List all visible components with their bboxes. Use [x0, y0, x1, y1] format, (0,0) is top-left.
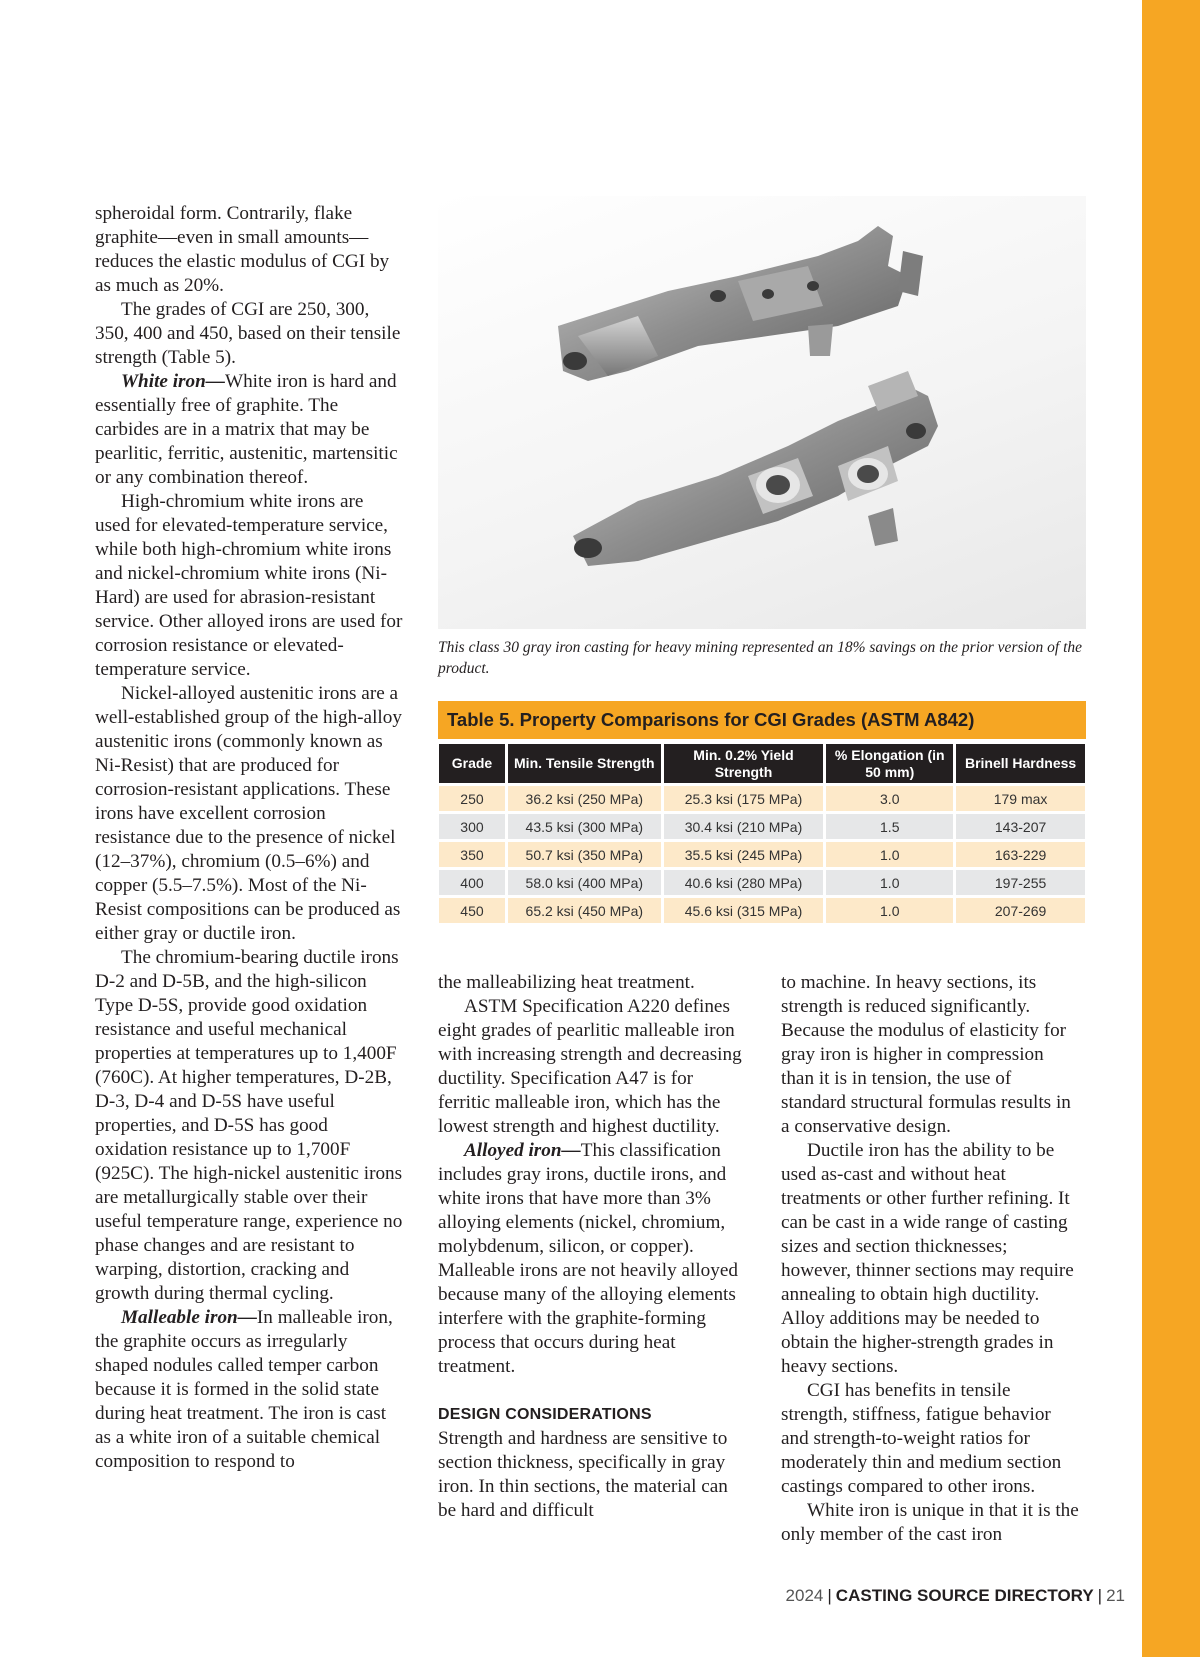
- table-header-row: [439, 744, 1085, 783]
- column-header: % Elongation (in 50 mm): [826, 744, 953, 783]
- paragraph: to machine. In heavy sections, its strength is reduced significantly. Because the modulus of elasticity for gray iron is higher in compression than it is in tension, the use of standard structural formulas results in a conservative design.: [781, 972, 1071, 1137]
- cell: 400: [439, 870, 505, 895]
- cell: 207-269: [956, 898, 1085, 923]
- cell: 58.0 ksi (400 MPa): [508, 870, 661, 895]
- paragraph: White iron is unique in that it is the only member of the cast iron: [781, 1500, 1079, 1545]
- cell: 1.0: [826, 842, 953, 867]
- paragraph: The chromium-bearing ductile irons D-2 and D-5B, and the high-silicon Type D-5S, provide good oxidation resistance and useful mechanical properties at temperatures up to 1,400F (760C). At higher temperatures, D-2B, D-3, D-4 and D-5S have useful properties, and D-5S has good oxidation resistance up to 1,700F (925C). The high-nickel austenitic irons are metallurgically stable over their useful temperature range, experience no phase changes and are resistant to warping, distortion, cracking and growth during thermal cycling.: [95, 947, 403, 1304]
- paragraph-text: This classification includes gray irons, ductile irons, and white irons that have more than 3% alloying elements (nickel, chromium, molybdenum, silicon, or copper). Malleable irons are not heavily alloyed because many of the alloying elements interfere with the graphite-forming process that occurs during heat treatment.: [438, 1140, 738, 1377]
- paragraph: spheroidal form. Contrarily, flake graphite—even in small amounts—reduces the elastic modulus of CGI by as much as 20%.: [95, 203, 390, 296]
- paragraph: Ductile iron has the ability to be used as-cast and without heat treatments or other further refining. It can be cast in a wide range of casting sizes and section thicknesses; however, thinner sections may require annealing to obtain high ductility. Alloy additions may be needed to obtain the higher-strength grades in heavy sections.: [781, 1140, 1074, 1377]
- table-row: [439, 898, 1085, 923]
- cell: 30.4 ksi (210 MPa): [664, 814, 824, 839]
- cell: 65.2 ksi (450 MPa): [508, 898, 661, 923]
- page-number: 21: [1106, 1586, 1125, 1605]
- run-in-heading: Alloyed iron—: [464, 1140, 581, 1161]
- column-header: Grade: [439, 744, 505, 783]
- paragraph: Strength and hardness are sensitive to section thickness, specifically in gray iron. In thin sections, the material can be hard and difficult: [438, 1428, 728, 1521]
- upper-casting: [558, 226, 923, 381]
- cell: 25.3 ksi (175 MPa): [664, 786, 824, 811]
- cell: 179 max: [956, 786, 1085, 811]
- cell: 163-229: [956, 842, 1085, 867]
- run-in-heading: White iron—: [121, 371, 225, 392]
- cell: 1.0: [826, 898, 953, 923]
- paragraph: the malleabilizing heat treatment.: [438, 972, 695, 993]
- gray-iron-casting-image: [438, 196, 1086, 629]
- paragraph: ASTM Specification A220 defines eight grades of pearlitic malleable iron with increasing strength and decreasing ductility. Specification A47 is for ferritic malleable iron, which has the lowest strength and highest ductility.: [438, 996, 742, 1137]
- table-row: [439, 814, 1085, 839]
- cell: 35.5 ksi (245 MPa): [664, 842, 824, 867]
- footer-publication: CASTING SOURCE DIRECTORY: [835, 1586, 1094, 1605]
- table-title: Table 5. Property Comparisons for CGI Grades (ASTM A842): [438, 701, 1086, 739]
- page-footer: 2024 | CASTING SOURCE DIRECTORY | 21: [785, 1586, 1125, 1605]
- page-edge-accent-bar: [1142, 0, 1200, 1657]
- cell: 1.5: [826, 814, 953, 839]
- paragraph-text: In malleable iron, the graphite occurs as irregularly shaped nodules called temper carbon because it is formed in the solid state during heat treatment. The iron is cast as a white iron of a suitable chemical composition to respond to: [95, 1307, 393, 1472]
- cell: 40.6 ksi (280 MPa): [664, 870, 824, 895]
- paragraph: CGI has benefits in tensile strength, stiffness, fatigue behavior and strength-to-weight ratios for moderately thin and medium section castings compared to other irons.: [781, 1380, 1062, 1497]
- table-row: [439, 786, 1085, 811]
- text-column-2: [438, 971, 748, 1523]
- footer-year: 2024: [785, 1586, 824, 1605]
- table-row: [439, 870, 1085, 895]
- cell: 350: [439, 842, 505, 867]
- cell: 300: [439, 814, 505, 839]
- lower-casting: [573, 371, 938, 566]
- cell: 45.6 ksi (315 MPa): [664, 898, 824, 923]
- cell: 43.5 ksi (300 MPa): [508, 814, 661, 839]
- casting-photo: [438, 196, 1086, 629]
- column-header: Brinell Hardness: [956, 744, 1085, 783]
- cell: 197-255: [956, 870, 1085, 895]
- table-row: [439, 842, 1085, 867]
- paragraph: High-chromium white irons are used for elevated-temperature service, while both high-chromium white irons and nickel-chromium white irons (Ni-Hard) are used for abrasion-resistant service. Other alloyed irons are used for corrosion resistance or elevated-temperature service.: [95, 491, 403, 680]
- text-column-1: [95, 202, 403, 1474]
- run-in-heading: Malleable iron—: [121, 1307, 257, 1328]
- paragraph-text: White iron is hard and essentially free of graphite. The carbides are in a matrix that may be pearlitic, ferritic, austenitic, martensitic or any combination thereof.: [95, 371, 398, 488]
- paragraph: [95, 370, 403, 490]
- cell: 50.7 ksi (350 MPa): [508, 842, 661, 867]
- figure-caption: This class 30 gray iron casting for heavy mining represented an 18% savings on the prior version of the product.: [438, 639, 1083, 677]
- text-column-3: [781, 971, 1081, 1547]
- cell: 250: [439, 786, 505, 811]
- cell: 1.0: [826, 870, 953, 895]
- paragraph: [438, 1139, 748, 1379]
- cell: 36.2 ksi (250 MPa): [508, 786, 661, 811]
- paragraph: The grades of CGI are 250, 300, 350, 400 and 450, based on their tensile strength (Table 5).: [95, 299, 401, 368]
- column-header: Min. 0.2% Yield Strength: [664, 744, 824, 783]
- cell: 450: [439, 898, 505, 923]
- cell: 143-207: [956, 814, 1085, 839]
- column-header: Min. Tensile Strength: [508, 744, 661, 783]
- paragraph: [95, 1306, 403, 1474]
- paragraph: Nickel-alloyed austenitic irons are a well-established group of the high-alloy austenitic irons (commonly known as Ni-Resist) that are produced for corrosion-resistant applications. These irons have excellent corrosion resistance due to the presence of nickel (12–37%), chromium (0.5–6%) and copper (5.5–7.5%). Most of the Ni-Resist compositions can be produced as either gray or ductile iron.: [95, 683, 402, 944]
- cell: 3.0: [826, 786, 953, 811]
- section-heading: DESIGN CONSIDERATIONS: [438, 1406, 652, 1423]
- cgi-grades-table: [436, 741, 1088, 926]
